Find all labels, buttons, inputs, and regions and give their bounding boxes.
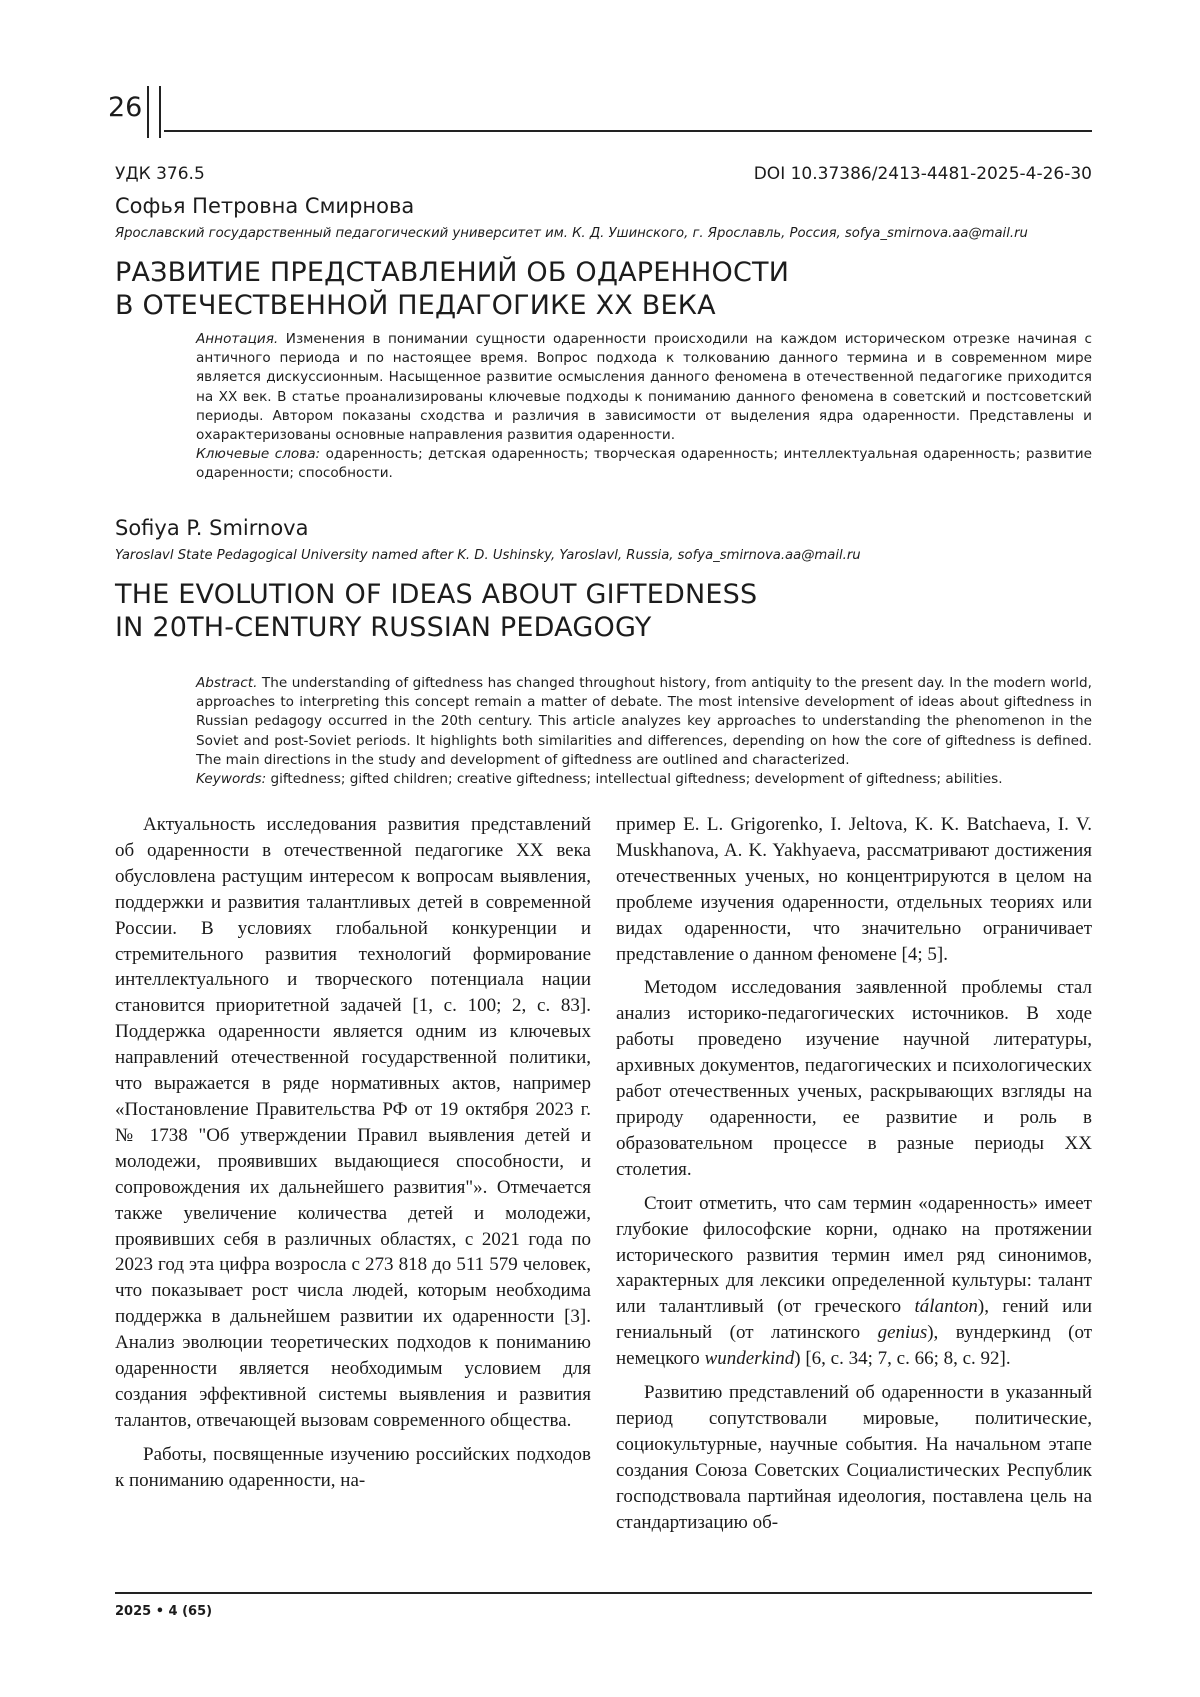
- author-ru: Софья Петровна Смирнова: [115, 194, 415, 218]
- abstract-en-label: Abstract.: [196, 675, 258, 691]
- title-en-line-2: IN 20TH-CENTURY RUSSIAN PEDAGOGY: [115, 612, 652, 643]
- term-greek: tálanton: [914, 1296, 978, 1318]
- issue-info: 2025 • 4 (65): [115, 1604, 213, 1619]
- text-run: ), вундеркинд (от немецкого: [616, 1322, 1093, 1370]
- article-title-ru: [115, 256, 789, 322]
- body-paragraph: Развитию представлений об одаренности в указанный период сопутствовали мировые, политические, социокультурные, научные события. На начальном этапе создания Союза Советских Социалистических Республик господствовала партийная идеология, поставлена цель на стандартизацию об-: [616, 1382, 1092, 1533]
- abstract-en-paragraph: [196, 674, 1092, 770]
- keywords-en-paragraph: [196, 770, 1092, 789]
- title-ru-line-1: РАЗВИТИЕ ПРЕДСТАВЛЕНИЙ ОБ ОДАРЕННОСТИ: [115, 257, 790, 288]
- doi: DOI 10.37386/2413-4481-2025-4-26-30: [753, 164, 1092, 184]
- keywords-ru-text: одаренность; детская одаренность; творческая одаренность; интеллектуальная одаренность; развитие одаренности; способности.: [196, 446, 1092, 482]
- keywords-en-label: Keywords:: [196, 771, 267, 788]
- abstract-ru-paragraph: [196, 330, 1092, 445]
- header-double-bar: [147, 86, 161, 138]
- text-run: ) [6, с. 34; 7, с. 66; 8, с. 92].: [794, 1348, 1011, 1370]
- keywords-en-text: giftedness; gifted children; creative giftedness; intellectual giftedness; development of giftedness; abilities.: [270, 771, 1003, 788]
- title-ru-line-2: В ОТЕЧЕСТВЕННОЙ ПЕДАГОГИКЕ XX ВЕКА: [115, 290, 716, 321]
- author-en: Sofiya P. Smirnova: [115, 516, 309, 540]
- body-column-left: [115, 812, 591, 1494]
- abstract-en: [196, 674, 1092, 789]
- footer-rule: [115, 1592, 1092, 1594]
- title-en-line-1: THE EVOLUTION OF IDEAS ABOUT GIFTEDNESS: [115, 579, 758, 610]
- abstract-ru: [196, 330, 1092, 484]
- abstract-ru-label: Аннотация.: [196, 331, 279, 347]
- term-german: wunderkind: [704, 1348, 795, 1370]
- affiliation-en: Yaroslavl State Pedagogical University named after K. D. Ushinsky, Yaroslavl, Russia, sofya_smirnova.aa@mail.ru: [115, 548, 861, 563]
- page-number: 26: [108, 92, 143, 123]
- body-column-right: [616, 812, 1092, 1535]
- body-paragraph: Актуальность исследования развития представлений об одаренности в отечественной педагогике XX века обусловлена растущим интересом к вопросам выявления, поддержки и развития талантливых детей в современной России. В условиях глобальной конкуренции и стремительного развития технологий формирование интеллектуального и творческого потенциала нации становится приоритетной задачей [1, с. 100; 2, с. 83]. Поддержка одаренности является одним из ключевых направлений отечественной государственной политики, что выражается в ряде нормативных актов, например «Постановление Правительства РФ от 19 октября 2023 г. № 1738 "Об утверждении Правил выявления детей и молодежи, проявивших выдающиеся способности, и сопровождения их дальнейшего развития"». Отмечается также увеличение количества детей и молодежи, проявивших себя в различных областях, с 2021 года по 2023 год эта цифра возросла с 273 818 до 511 579 человек, что показывает рост числа людей, которым необходима поддержка в дальнейшем развитии их одаренности [3]. Анализ эволюции теоретических подходов к пониманию одаренности является необходимым условием для создания эффективной системы выявления и развития талантов, отвечающей вызовам современного общества.: [115, 814, 591, 1431]
- article-title-en: [115, 578, 757, 644]
- term-latin: genius: [877, 1322, 928, 1344]
- text-run: Стоит отметить, что сам термин «одаренность» имеет глубокие философские корни, однако на протяжении исторического развития термин имел ряд синонимов, характерных для лексики определенной культуры: талант или талантливый (от греческого: [616, 1192, 1092, 1318]
- keywords-ru-label: Ключевые слова:: [196, 446, 321, 463]
- affiliation-ru: Ярославский государственный педагогический университет им. К. Д. Ушинского, г. Ярославль, Россия, sofya_smirnova.aa@mail.ru: [115, 226, 1028, 241]
- body-paragraph: пример E. L. Grigorenko, I. Jeltova, K. K. Batchaeva, I. V. Muskhanova, A. K. Yakhyaeva, рассматривают достижения отечественных ученых, но концентрируются в целом на проблеме изучения одаренности, отдельных теориях или видах одаренности, что значительно ограничивает представление о данном феномене [4; 5].: [616, 814, 1092, 965]
- abstract-ru-text: Изменения в понимании сущности одаренности происходили на каждом историческом отрезке начиная с античного периода и по настоящее время. Вопрос подхода к толкованию данного термина и в современном мире является дискуссионным. Насыщенное развитие осмысления данного феномена в отечественной педагогике приходится на XX век. В статье проанализированы ключевые подходы к пониманию данного феномена в советский и постсоветский периоды. Автором показаны сходства и различия в зависимости от выделения ядра одаренности. Представлены и охарактеризованы основные направления развития одаренности.: [196, 331, 1092, 444]
- body-paragraph: [616, 1191, 1092, 1372]
- body-paragraph: Работы, посвященные изучению российских подходов к пониманию одаренности, на-: [115, 1443, 591, 1491]
- header-rule: [164, 130, 1092, 132]
- udk-code: УДК 376.5: [115, 164, 205, 184]
- keywords-ru-paragraph: [196, 445, 1092, 483]
- abstract-en-text: The understanding of giftedness has changed throughout history, from antiquity to the present day. In the modern world, approaches to interpreting this concept remain a matter of debate. The most intensive development of ideas about giftedness in Russian pedagogy occurred in the 20th century. This article analyzes key approaches to understanding the phenomenon in the Soviet and post-Soviet periods. It highlights both similarities and differences, depending on how the core of giftedness is defined. The main directions in the study and development of giftedness are outlined and characterized.: [196, 675, 1092, 768]
- body-paragraph: Методом исследования заявленной проблемы стал анализ историко-педагогических источников. В ходе работы проведено изучение научной литературы, архивных документов, педагогических и психологических работ отечественных ученых, раскрывающих взгляды на природу одаренности, ее развитие и роль в образовательном процессе в разные периоды XX столетия.: [616, 977, 1092, 1180]
- text-run: ), гений или гениальный (от латинского: [616, 1296, 1092, 1344]
